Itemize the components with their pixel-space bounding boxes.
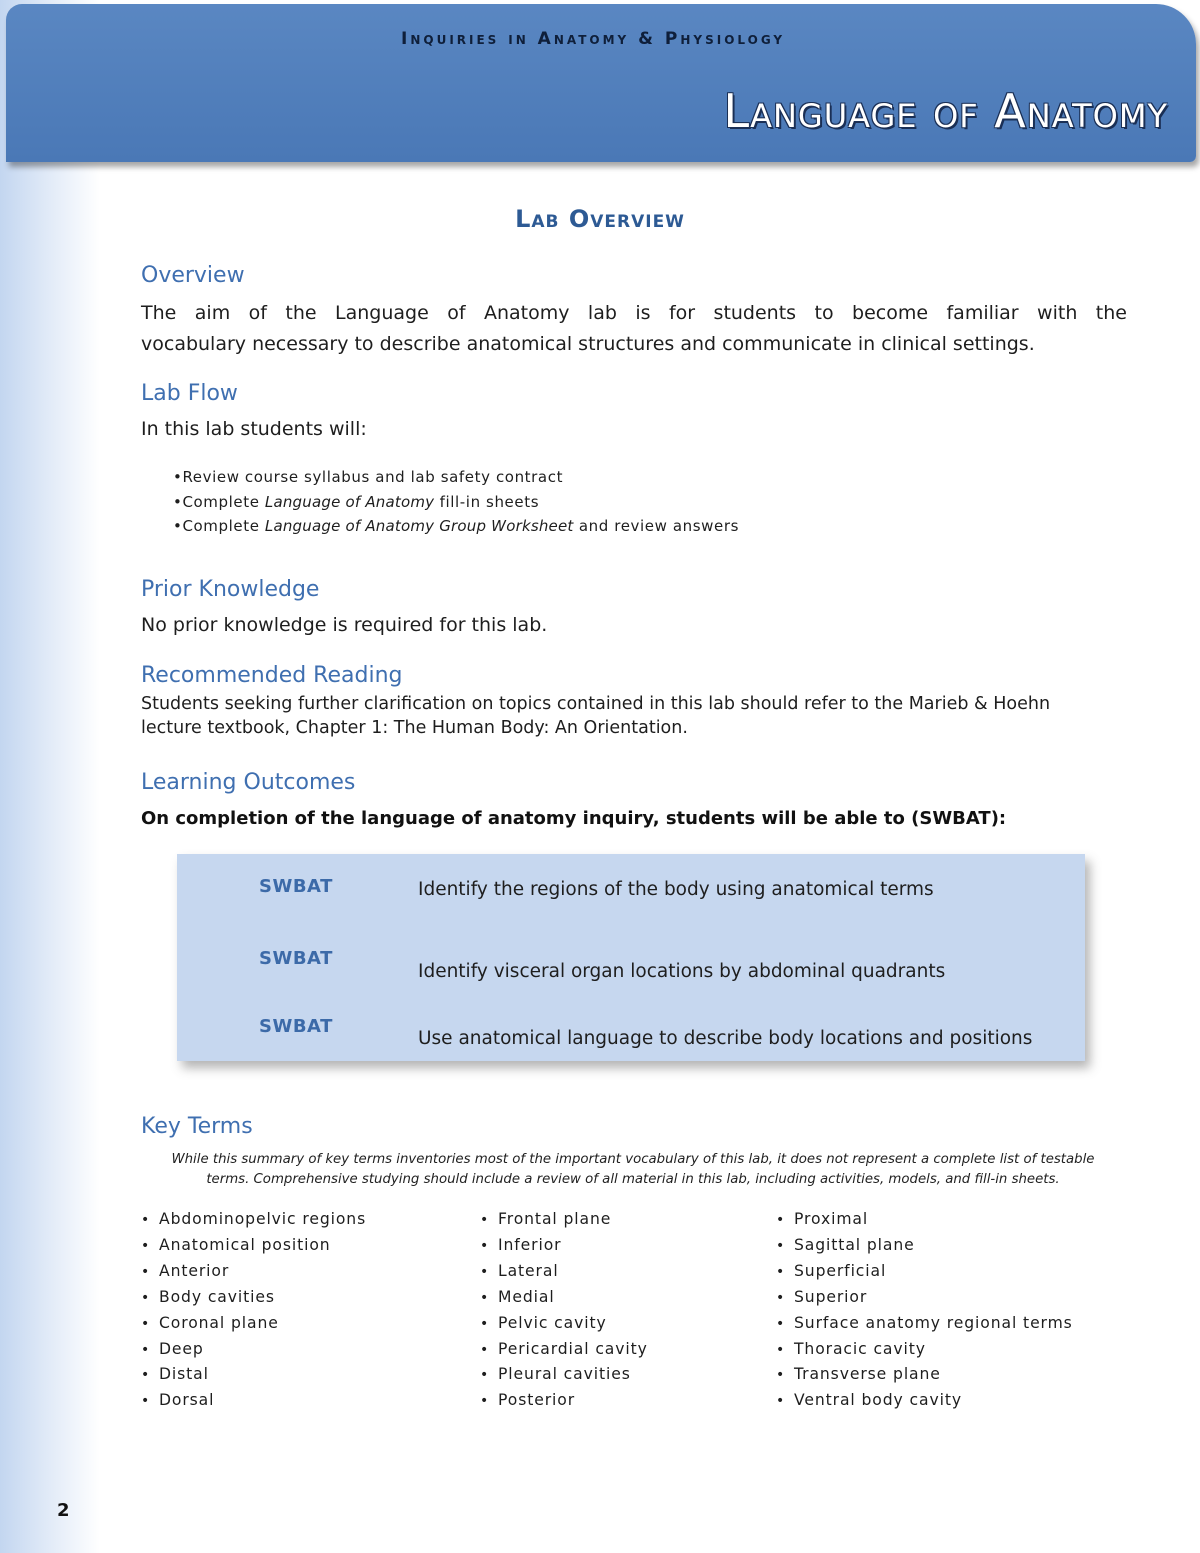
learning-outcomes-intro: On completion of the language of anatomy inquiry, students will be able to (SWBAT): xyxy=(141,808,1007,829)
key-term: • Proximal xyxy=(776,1207,1073,1233)
overview-text-line-1: The aim of the Language of Anatomy lab is for students to become familiar with the xyxy=(141,302,1127,324)
swbat-row xyxy=(177,876,1085,906)
prior-knowledge-text: No prior knowledge is required for this lab. xyxy=(141,614,548,636)
swbat-text: Identify the regions of the body using anatomical terms xyxy=(418,879,934,900)
overview-text-line-2: vocabulary necessary to describe anatomical structures and communicate in clinical settings. xyxy=(141,333,1035,355)
key-term: • Ventral body cavity xyxy=(776,1388,1073,1414)
swbat-label: SWBAT xyxy=(259,876,333,897)
key-term: • Transverse plane xyxy=(776,1362,1073,1388)
key-term: • Pericardial cavity xyxy=(480,1337,648,1363)
key-term: • Sagittal plane xyxy=(776,1233,1073,1259)
key-terms-column-2 xyxy=(480,1207,648,1414)
lab-flow-intro: In this lab students will: xyxy=(141,418,367,440)
key-term: • Surface anatomy regional terms xyxy=(776,1311,1073,1337)
swbat-label: SWBAT xyxy=(259,1016,333,1037)
swbat-row xyxy=(177,1016,1085,1049)
swbat-text: Identify visceral organ locations by abdominal quadrants xyxy=(418,961,946,982)
lab-flow-heading: Lab Flow xyxy=(141,381,238,406)
key-term: • Superficial xyxy=(776,1259,1073,1285)
reading-text-line-2: lecture textbook, Chapter 1: The Human Body: An Orientation. xyxy=(141,718,688,738)
key-terms-column-1 xyxy=(141,1207,366,1414)
key-term: • Lateral xyxy=(480,1259,648,1285)
key-term: • Posterior xyxy=(480,1388,648,1414)
list-item: •Complete Language of Anatomy Group Worksheet and review answers xyxy=(173,517,740,535)
lab-title: Language of Anatomy xyxy=(723,84,1168,138)
section-title: Lab Overview xyxy=(515,205,685,233)
key-term: • Pelvic cavity xyxy=(480,1311,648,1337)
list-item: •Review course syllabus and lab safety contract xyxy=(173,468,564,486)
prior-knowledge-heading: Prior Knowledge xyxy=(141,577,320,602)
overview-heading: Overview xyxy=(141,263,245,288)
recommended-reading-heading: Recommended Reading xyxy=(141,663,403,688)
key-term: • Superior xyxy=(776,1285,1073,1311)
header-banner xyxy=(6,4,1196,162)
series-title: Inquiries in Anatomy & Physiology xyxy=(401,29,786,49)
key-term: • Coronal plane xyxy=(141,1311,366,1337)
key-term: • Body cavities xyxy=(141,1285,366,1311)
key-term: • Frontal plane xyxy=(480,1207,648,1233)
key-term: • Distal xyxy=(141,1362,366,1388)
key-term: • Deep xyxy=(141,1337,366,1363)
key-terms-column-3 xyxy=(776,1207,1073,1414)
key-term: • Thoracic cavity xyxy=(776,1337,1073,1363)
key-terms-note: While this summary of key terms inventories most of the important vocabulary of this lab, it does not represent a complete list of testable terms. Comprehensive studying should include a review of all material in this lab, including activities, models, and fill-in sheets. xyxy=(171,1152,1095,1187)
key-terms-heading: Key Terms xyxy=(141,1114,253,1139)
swbat-label: SWBAT xyxy=(259,948,333,969)
key-term: • Pleural cavities xyxy=(480,1362,648,1388)
swbat-row xyxy=(177,948,1085,982)
key-term: • Medial xyxy=(480,1285,648,1311)
key-term: • Anatomical position xyxy=(141,1233,366,1259)
swbat-text: Use anatomical language to describe body locations and positions xyxy=(418,1028,1033,1049)
page-number: 2 xyxy=(57,1500,70,1521)
lab-flow-list xyxy=(173,465,739,539)
reading-text-line-1: Students seeking further clarification on topics contained in this lab should refer to the Marieb & Hoehn xyxy=(141,694,1051,714)
list-item: •Complete Language of Anatomy fill-in sheets xyxy=(173,492,540,511)
key-term: • Abdominopelvic regions xyxy=(141,1207,366,1233)
key-term: • Inferior xyxy=(480,1233,648,1259)
key-term: • Anterior xyxy=(141,1259,366,1285)
learning-outcomes-heading: Learning Outcomes xyxy=(141,770,356,795)
swbat-box xyxy=(177,854,1085,1061)
key-term: • Dorsal xyxy=(141,1388,366,1414)
